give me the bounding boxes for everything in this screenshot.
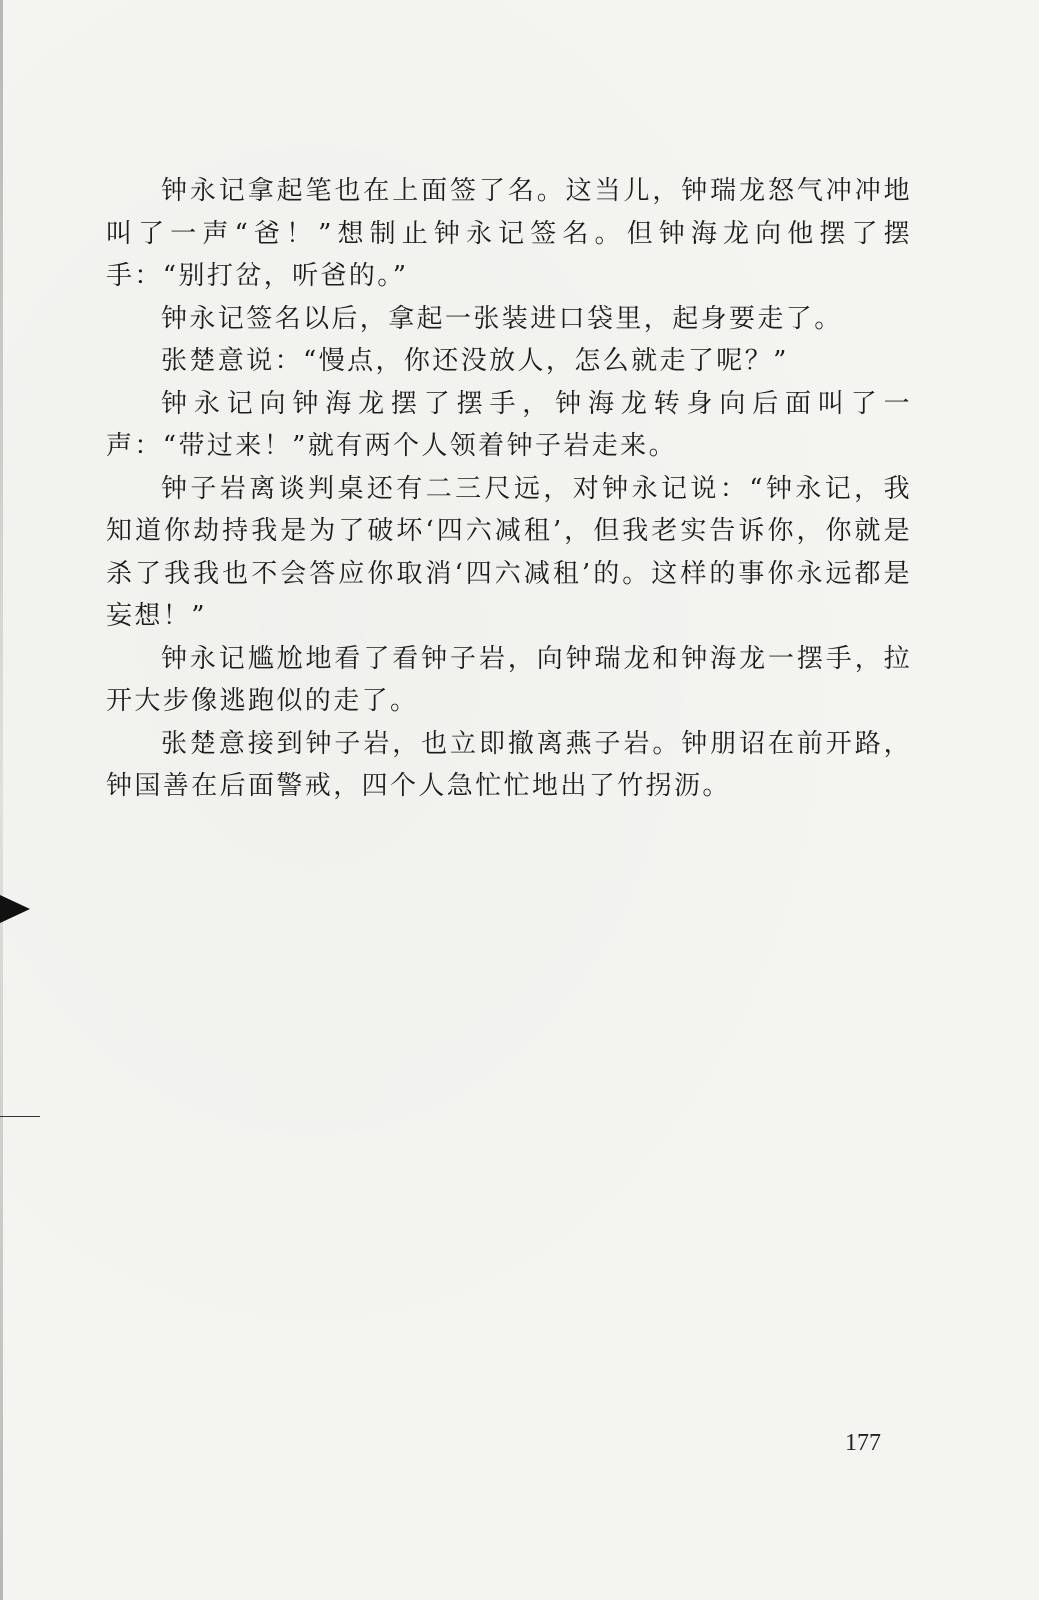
page-number: 177 [845,1430,881,1456]
paragraph: 钟子岩离谈判桌还有二三尺远，对钟永记说：“钟永记，我知道你劫持我是为了破坏‘四六减租’，但我老实告诉你，你就是杀了我我也不会答应你取消‘四六减租’的。这样的事你永远都是妄想！” [106,473,912,631]
body-text [106,170,912,808]
scan-edge-line [0,1116,40,1117]
paragraph: 张楚意说：“慢点，你还没放人，怎么就走了呢？” [161,346,789,376]
paragraph: 钟永记签名以后，拿起一张装进口袋里，起身要走了。 [161,303,843,334]
paragraph: 钟永记拿起笔也在上面签了名。这当儿，钟瑞龙怒气冲冲地叫了一声“爸！”想制止钟永记签名。但钟海龙向他摆了摆手：“别打岔，听爸的。” [106,176,912,291]
paragraph: 钟永记尴尬地看了看钟子岩，向钟瑞龙和钟海龙一摆手，拉开大步像逃跑似的走了。 [106,643,912,716]
paragraph: 张楚意接到钟子岩，也立即撤离燕子岩。钟朋诏在前开路，钟国善在后面警戒，四个人急忙忙地出了竹拐沥。 [106,728,912,801]
paragraph: 钟永记向钟海龙摆了摆手，钟海龙转身向后面叫了一声：“带过来！”就有两个人领着钟子岩走来。 [106,388,912,461]
page-left-edge [0,0,3,1600]
scan-edge-mark [0,895,30,923]
